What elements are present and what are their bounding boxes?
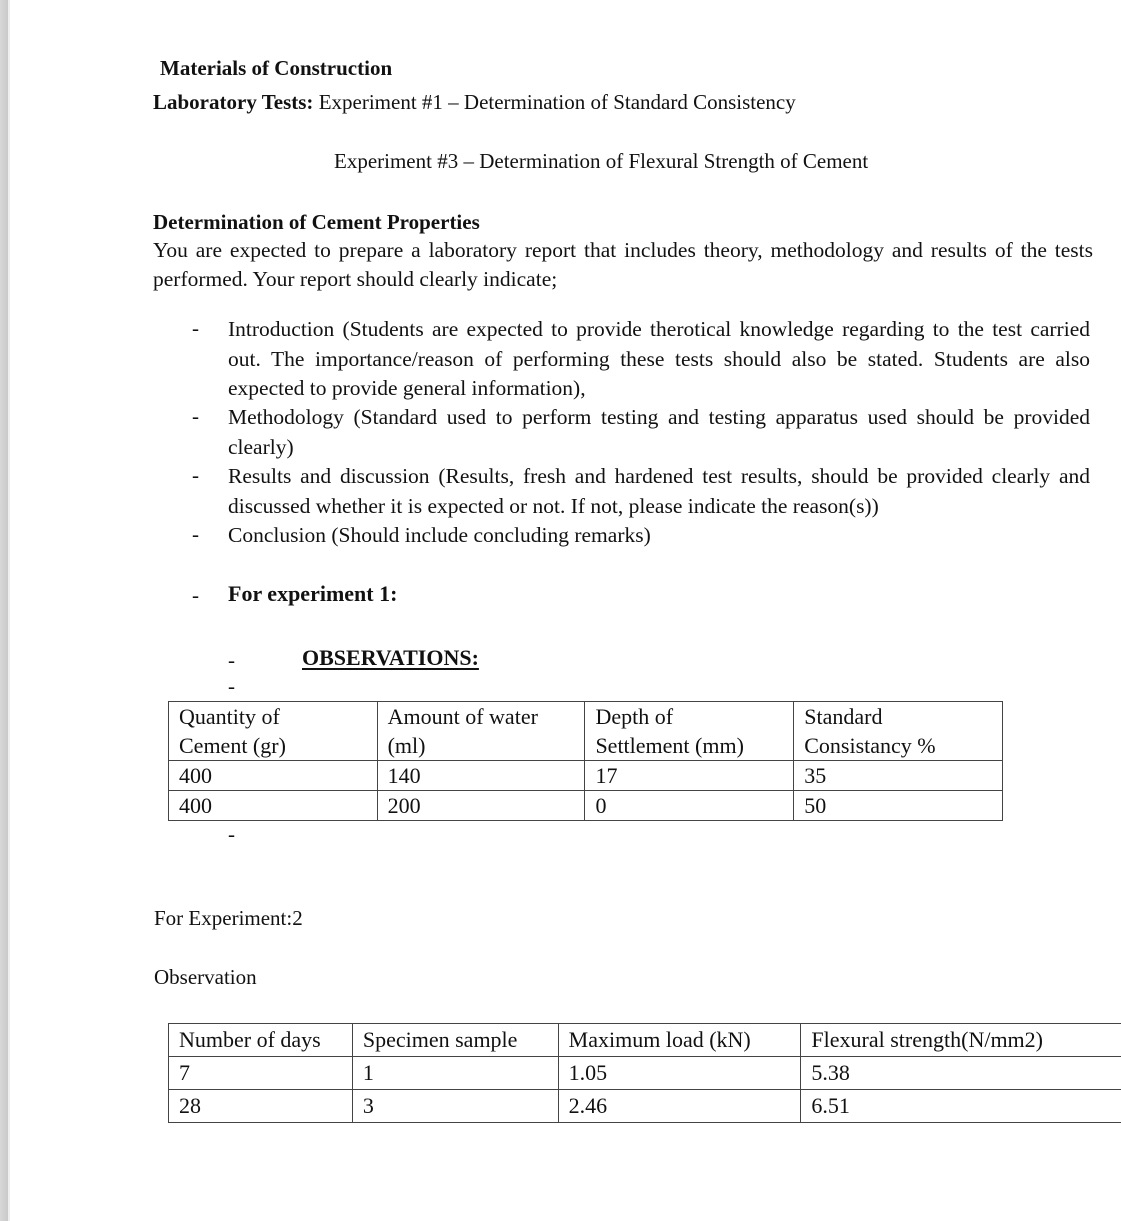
table-cell: 28 [169,1090,353,1123]
table-cell: 1.05 [558,1057,801,1090]
table-cell: 5.38 [801,1057,1121,1090]
table-row [169,761,1003,791]
table-cell: 17 [585,761,794,791]
page-edge-shadow [0,0,8,1221]
lab-tests-line [153,90,796,115]
list-bullet: - [228,648,235,672]
table-cell: 7 [169,1057,353,1090]
header-cell: Flexural strength(N/mm2) [801,1024,1121,1057]
experiment-3-title: Experiment #3 – Determination of Flexural Strength of Cement [334,149,869,173]
table-cell: 400 [169,761,378,791]
table-cell: 200 [377,791,585,821]
header-cell: Depth of Settlement (mm) [585,702,794,761]
list-bullet: - [228,822,235,846]
flexural-strength-table [168,1023,1121,1123]
list-bullet: - [192,463,199,487]
requirement-methodology: Methodology (Standard used to perform testing and testing apparatus used should be provided clearly) [228,405,1090,459]
experiment-1-title: Experiment #1 – Determination of Standard Consistency [318,90,796,114]
requirement-introduction: Introduction (Students are expected to provide therotical knowledge regarding to the test carried out. The importance/reason of performing these tests should also be stated. Students are also expected to provide general information), [228,317,1090,400]
table-cell: 50 [794,791,1003,821]
header-cell: Specimen sample [352,1024,558,1057]
table-row [169,1090,1121,1123]
header-cell: Amount of water (ml) [377,702,585,761]
table-cell: 1 [352,1057,558,1090]
table-cell: 6.51 [801,1090,1121,1123]
consistency-table [168,701,1003,821]
table-row [169,1057,1121,1090]
table-row [169,791,1003,821]
experiment-1-heading: For experiment 1: [228,581,398,606]
table-header-row [169,702,1003,761]
header-cell: Quantity of Cement (gr) [169,702,378,761]
header-cell: Number of days [169,1024,353,1057]
table-cell: 2.46 [558,1090,801,1123]
observation-label: Observation [154,965,257,989]
table-cell: 0 [585,791,794,821]
requirement-results: Results and discussion (Results, fresh and hardened test results, should be provided clearly and discussed whether it is expected or not. If not, please indicate the reason(s)) [228,464,1090,518]
header-cell: Standard Consistancy % [794,702,1003,761]
table-cell: 35 [794,761,1003,791]
lab-tests-label: Laboratory Tests: [153,90,314,114]
list-bullet: - [228,674,235,698]
header-cell: Maximum load (kN) [558,1024,801,1057]
list-bullet: - [192,522,199,546]
section-heading: Determination of Cement Properties [153,210,480,234]
list-bullet: - [192,583,199,607]
table-cell: 400 [169,791,378,821]
table-header-row [169,1024,1121,1057]
observations-heading: OBSERVATIONS: [302,645,479,670]
page-edge-highlight [8,0,10,1221]
course-title: Materials of Construction [160,56,393,80]
section-intro: You are expected to prepare a laboratory report that includes theory, methodology and results of the tests performed. Your report should clearly indicate; [153,238,1093,291]
table-cell: 3 [352,1090,558,1123]
list-bullet: - [192,316,199,340]
requirement-conclusion: Conclusion (Should include concluding remarks) [228,523,651,547]
experiment-2-heading: For Experiment:2 [154,906,303,930]
table-cell: 140 [377,761,585,791]
list-bullet: - [192,404,199,428]
